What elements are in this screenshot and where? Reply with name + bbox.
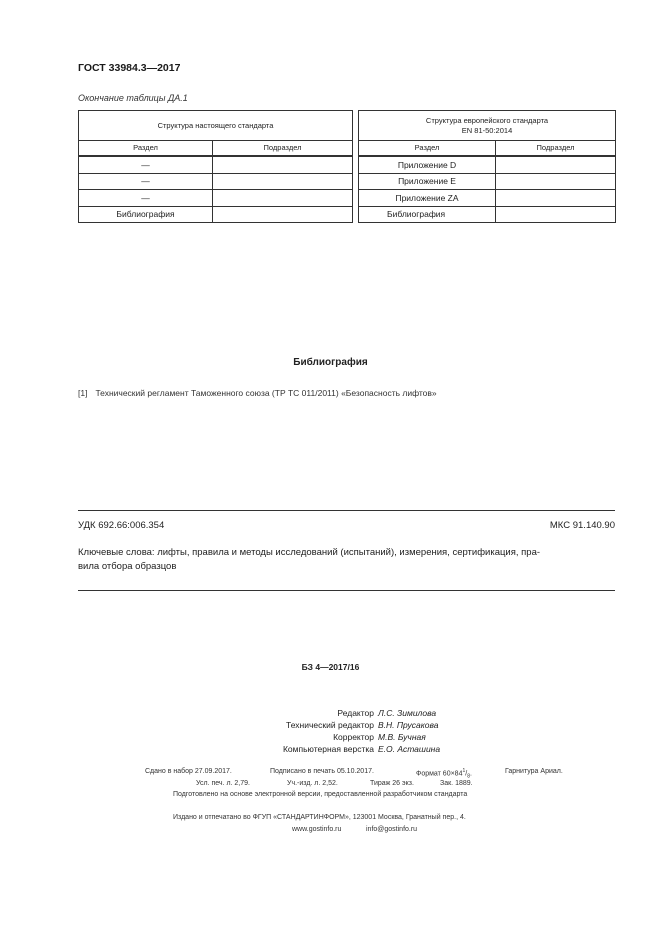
- col-header-subsection: Подраздел: [213, 141, 353, 157]
- keywords: [78, 546, 615, 574]
- structure-comparison-table: [78, 110, 616, 223]
- right-group-header: [359, 111, 616, 141]
- print-format-text: Формат 60×84: [416, 770, 463, 778]
- table-cell: [496, 190, 616, 207]
- table-cell: [213, 156, 353, 173]
- table-cell: Приложение E: [359, 173, 496, 190]
- credit-role: Корректор: [333, 732, 374, 742]
- table-cell: Библиография: [79, 206, 213, 223]
- mks-code: МКС 91.140.90: [549, 520, 615, 531]
- table-cell: [213, 206, 353, 223]
- col-header-section: Раздел: [79, 141, 213, 157]
- credit-role: Редактор: [337, 708, 374, 718]
- table-cell: —: [79, 173, 213, 190]
- table-row: [79, 173, 616, 190]
- table-cell: —: [79, 156, 213, 173]
- right-group-header-line2: EN 81-50:2014: [461, 125, 513, 135]
- keywords-line2: вила отбора образцов: [78, 561, 177, 572]
- credit-layout: [0, 744, 661, 756]
- divider: [78, 510, 615, 511]
- right-group-header-line1: Структура европейского стандарта: [425, 115, 549, 125]
- bibliography-title: Библиография: [293, 357, 368, 368]
- table-cell: [213, 173, 353, 190]
- credit-editor: [0, 708, 661, 720]
- table-cell: Приложение D: [359, 156, 496, 173]
- table-cell: —: [79, 190, 213, 207]
- bibliography-item: [78, 388, 437, 398]
- print-format: Формат $60\times 84^1/_8$.: [416, 768, 472, 780]
- credit-tech-editor: [0, 720, 661, 732]
- credit-proofreader: [0, 732, 661, 744]
- print-format-suffix: .: [470, 770, 472, 778]
- print-submitted: Сдано в набор 27.09.2017.: [145, 768, 232, 775]
- bz-number: БЗ 4—2017/16: [301, 662, 360, 672]
- print-signed: Подписано в печать 05.10.2017.: [270, 768, 374, 775]
- table-caption: Окончание таблицы ДА.1: [78, 93, 188, 103]
- publisher-site: www.gostinfo.ru: [292, 826, 342, 833]
- table-cell: [213, 190, 353, 207]
- credit-name: В.Н. Прусакова: [378, 720, 439, 730]
- document-number: ГОСТ 33984.3—2017: [78, 62, 181, 74]
- keywords-line1: Ключевые слова: лифты, правила и методы исследований (испытаний), измерения, сертификация, пра-: [78, 547, 541, 558]
- table-cell: [496, 173, 616, 190]
- table-row: [79, 156, 616, 173]
- bibliography-item-number: [1]: [78, 388, 88, 398]
- col-header-en-section: Раздел: [359, 141, 496, 157]
- print-format-sub: 8: [467, 773, 470, 780]
- udk-code: УДК 692.66:006.354: [78, 520, 165, 531]
- table-cell: [496, 156, 616, 173]
- divider: [78, 590, 615, 591]
- credit-name: Е.О. Асташина: [378, 744, 441, 754]
- table-column-header-row: [79, 141, 616, 157]
- credit-name: М.В. Бучная: [378, 732, 426, 742]
- publisher-email: info@gostinfo.ru: [366, 826, 418, 833]
- print-order: Зак. 1889.: [440, 780, 473, 787]
- print-format-sup: 1: [462, 768, 466, 774]
- table-cell: Библиография: [359, 206, 496, 223]
- table-cell: Приложение ZA: [359, 190, 496, 207]
- col-header-en-subsection: Подраздел: [496, 141, 616, 157]
- table-cell: [496, 206, 616, 223]
- bibliography-item-text: Технический регламент Таможенного союза (ТР ТС 011/2011) «Безопасность лифтов»: [95, 388, 437, 398]
- credit-role: Компьютерная верстка: [282, 744, 374, 754]
- print-pub-sheets: Уч.-изд. л. 2,52.: [287, 780, 338, 787]
- table-row: [79, 206, 616, 223]
- left-group-header: Структура настоящего стандарта: [79, 111, 353, 141]
- credit-name: Л.С. Зимилова: [378, 708, 437, 718]
- print-prepared-note: Подготовлено на основе электронной версии, предоставленной разработчиком стандарта: [173, 791, 468, 798]
- table-group-header-row: [79, 111, 616, 141]
- print-sheets: Усл. печ. л. 2,79.: [196, 780, 250, 787]
- print-typeface: Гарнитура Ариал.: [505, 768, 563, 775]
- table-row: [79, 190, 616, 207]
- print-run: Тираж 26 экз.: [370, 780, 414, 787]
- publisher-info: Издано и отпечатано во ФГУП «СТАНДАРТИНФОРМ», 123001 Москва, Гранатный пер., 4.: [173, 814, 466, 821]
- credit-role: Технический редактор: [286, 720, 374, 730]
